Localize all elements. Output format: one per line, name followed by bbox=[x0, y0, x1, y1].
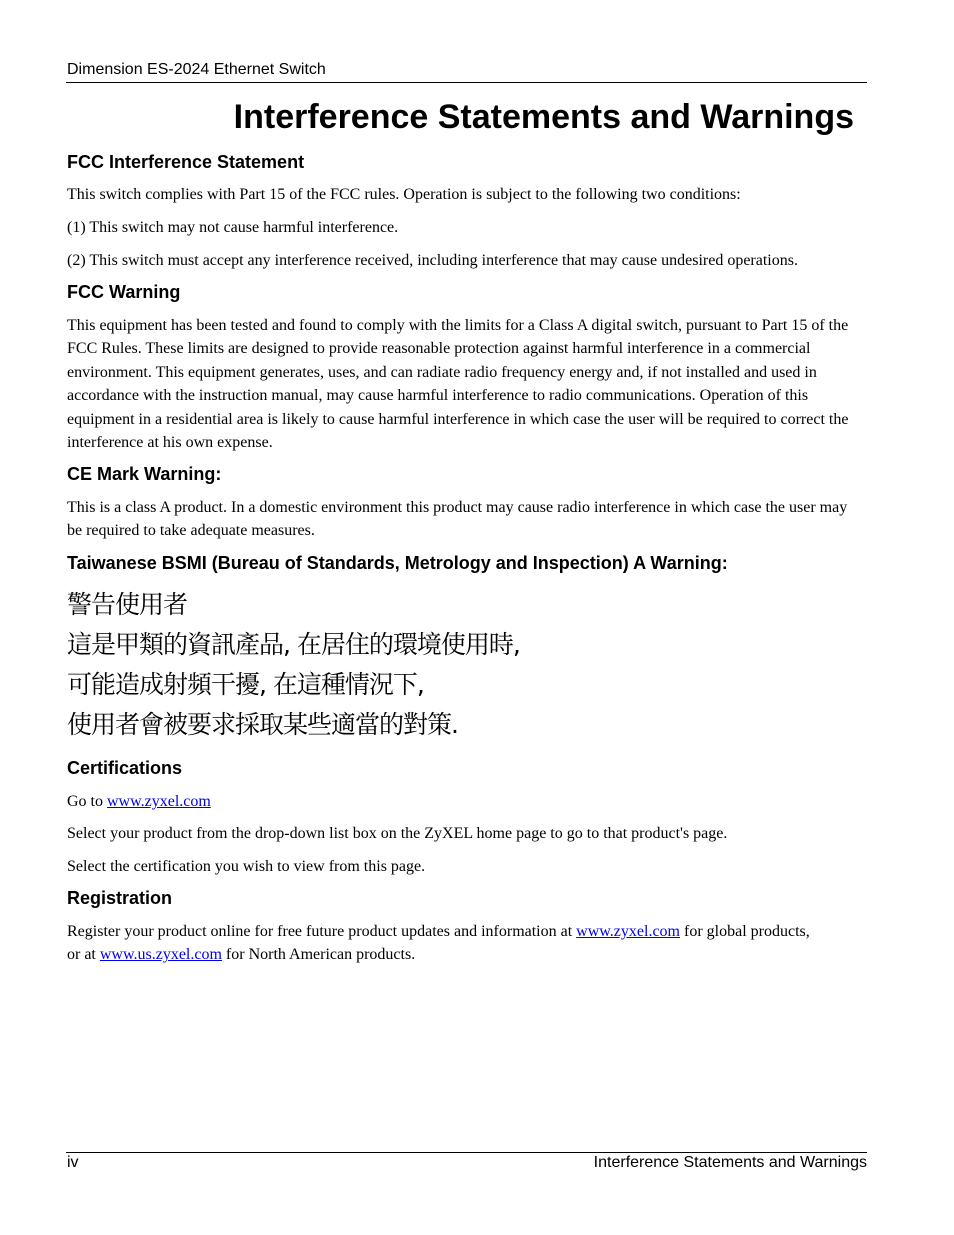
registration-heading: Registration bbox=[67, 888, 173, 908]
ce-warning-paragraph: This is a class A product. In a domestic environment this product may cause radio interference in which case the user may be required to take adequate measures. bbox=[67, 499, 848, 540]
ce-warning-heading: CE Mark Warning: bbox=[67, 464, 222, 484]
certifications-paragraph-2: Select your product from the drop-down list box on the ZyXEL home page to go to that product's page. bbox=[67, 825, 728, 842]
registration-text-3: for North American products. bbox=[221, 946, 416, 964]
page-title: Interference Statements and Warnings bbox=[233, 98, 854, 136]
fcc-warning-heading: FCC Warning bbox=[67, 282, 181, 302]
goto-prefix: Go to bbox=[67, 793, 107, 810]
fcc-statement-paragraph-3: (2) This switch must accept any interference received, including interference that may cause undesired operations. bbox=[67, 252, 798, 269]
certifications-paragraph-3: Select the certification you wish to view from this page. bbox=[67, 858, 426, 875]
fcc-warning-paragraph: This equipment has been tested and found to comply with the limits for a Class A digital switch, pursuant to Part 15 of the FCC Rules. These limits are designed to provide reasonable protection against harmful interference in a commercial environment. This equipment generates, uses, and can radiate radio frequency energy and, if not installed and used in accordance with the instruction manual, may cause harmful interference to radio communications. Operation of this equipment in a residential area is likely to cause harmful interference in which case the user will be required to correct the interference at his own expense. bbox=[67, 317, 849, 452]
registration-paragraph bbox=[67, 920, 812, 967]
bsmi-warning-line-2: 這是甲類的資訊產品, 在居住的環境使用時, bbox=[67, 630, 520, 659]
bsmi-warning-line-4: 使用者會被要求採取某些適當的對策. bbox=[67, 710, 458, 739]
footer-divider bbox=[66, 1152, 867, 1153]
certifications-heading: Certifications bbox=[67, 758, 183, 778]
bsmi-warning-line-3: 可能造成射頻干擾, 在這種情況下, bbox=[67, 670, 424, 699]
certifications-goto bbox=[67, 790, 857, 813]
running-header: Dimension ES-2024 Ethernet Switch bbox=[67, 61, 326, 78]
bsmi-warning-line-1: 警告使用者 bbox=[67, 590, 188, 619]
bsmi-heading: Taiwanese BSMI (Bureau of Standards, Metrology and Inspection) A Warning: bbox=[67, 553, 728, 573]
zyxel-website-link[interactable]: www.zyxel.com bbox=[107, 793, 211, 810]
footer-section-title: Interference Statements and Warnings bbox=[593, 1154, 867, 1171]
fcc-statement-paragraph-1: This switch complies with Part 15 of the FCC rules. Operation is subject to the following two conditions: bbox=[67, 186, 741, 203]
fcc-statement-paragraph-2: (1) This switch may not cause harmful interference. bbox=[67, 219, 399, 236]
fcc-statement-heading: FCC Interference Statement bbox=[67, 152, 305, 172]
registration-text-1: Register your product online for free future product updates and information at bbox=[67, 923, 577, 940]
registration-us-link[interactable]: www.us.zyxel.com bbox=[99, 946, 222, 964]
page-number: iv bbox=[67, 1154, 79, 1171]
registration-text-2: for global products, or at bbox=[67, 923, 810, 964]
header-divider bbox=[66, 82, 867, 83]
registration-global-link[interactable]: www.zyxel.com bbox=[576, 923, 680, 940]
